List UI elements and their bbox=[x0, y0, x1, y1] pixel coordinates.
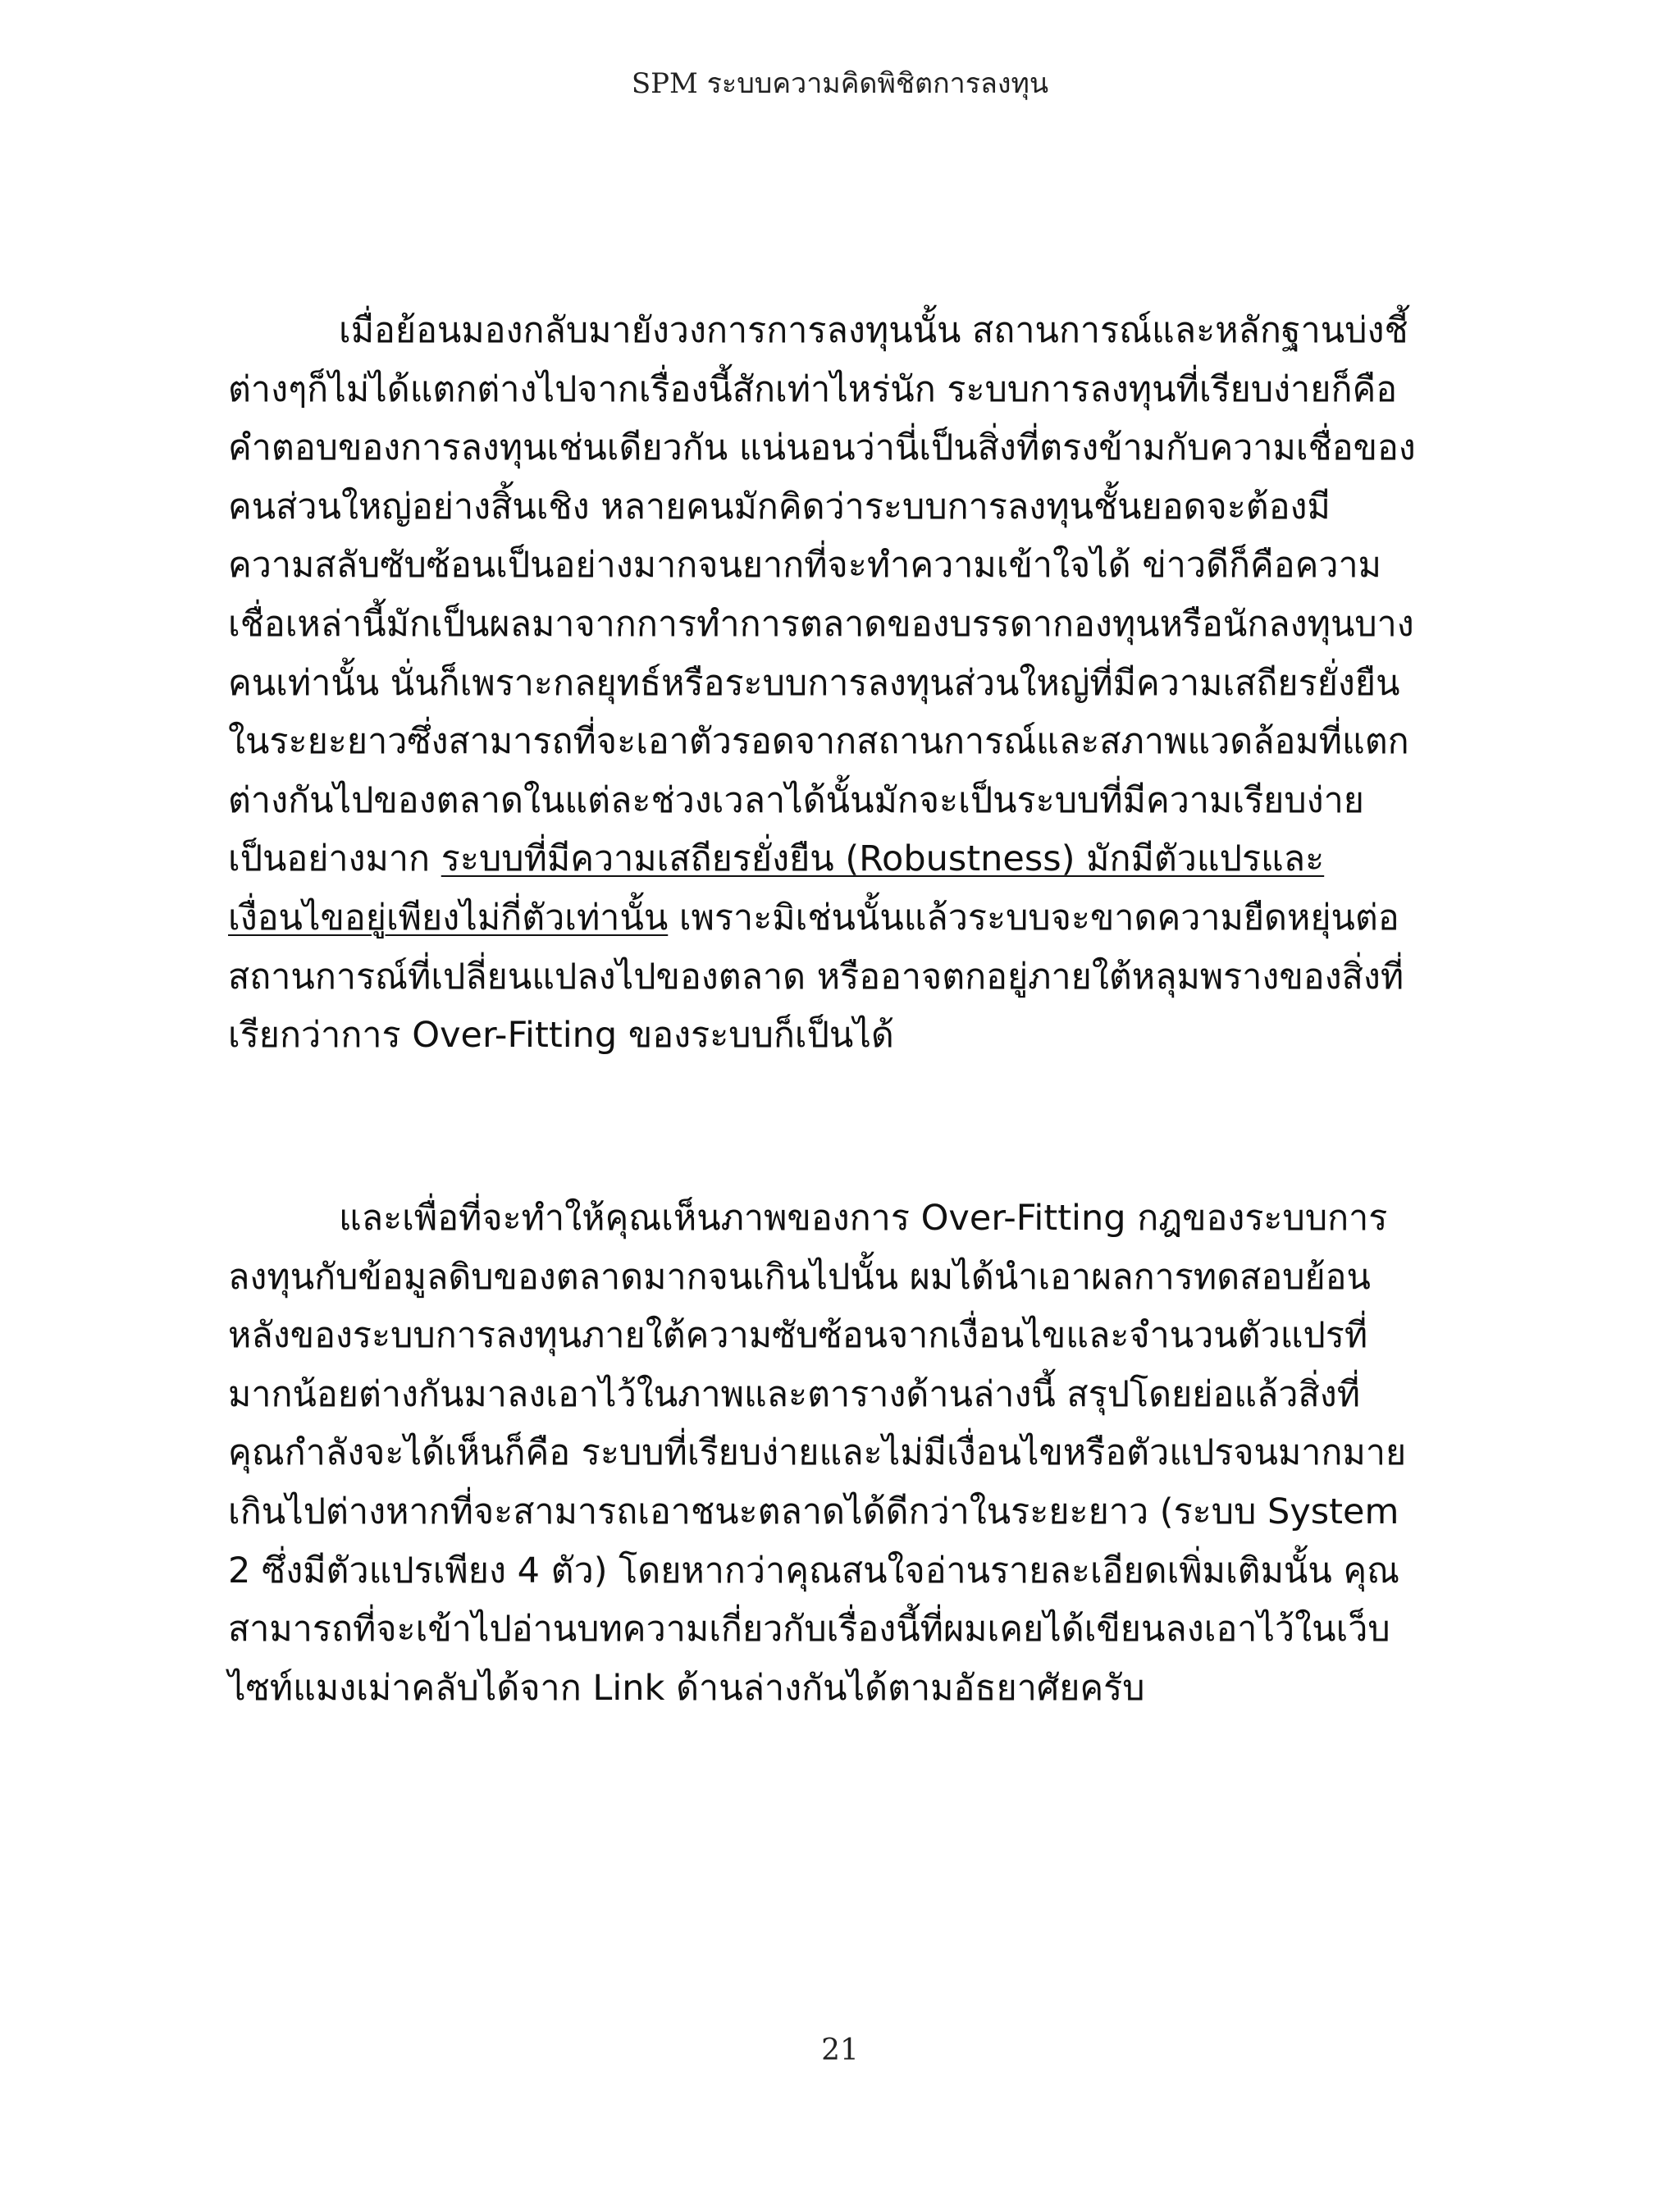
paragraph-line-text: เมื่อย้อนมองกลับมายังวงการการลงทุนนั้น สถานการณ์และหลักฐานบ่งชี้ bbox=[339, 310, 1408, 351]
underlined-key-point: ระบบที่มีความเสถียรยั่งยืน (Robustness) มักมีตัวแปรและ bbox=[441, 838, 1325, 880]
paragraph-line: ต่างๆก็ไม่ได้แตกต่างไปจากเรื่องนี้สักเท่าไหร่นัก ระบบการลงทุนที่เรียบง่ายก็คือ bbox=[228, 368, 1398, 410]
paragraph-line: สามารถที่จะเข้าไปอ่านบทความเกี่ยวกับเรื่องนี้ที่ผมเคยได้เขียนลงเอาไว้ในเว็บ bbox=[228, 1609, 1390, 1651]
running-header: SPM ระบบความคิดพิชิตการลงทุน bbox=[631, 67, 1049, 100]
paragraph-line: เชื่อเหล่านี้มักเป็นผลมาจากการทำการตลาดของบรรดากองทุนหรือนักลงทุนบาง bbox=[228, 603, 1414, 645]
paragraph-line: 2 ซึ่งมีตัวแปรเพียง 4 ตัว) โดยหากว่าคุณสนใจอ่านรายละเอียดเพิ่มเติมนั้น คุณ bbox=[228, 1550, 1400, 1591]
paragraph-line: ไซท์แมงเม่าคลับได้จาก Link ด้านล่างกันได้ตามอัธยาศัยครับ bbox=[228, 1667, 1145, 1709]
paragraph-line bbox=[228, 830, 1459, 889]
paragraph-line: ความสลับซับซ้อนเป็นอย่างมากจนยากที่จะทำความเข้าใจได้ ข่าวดีก็คือความ bbox=[228, 545, 1382, 587]
paragraph-line: เกินไปต่างหากที่จะสามารถเอาชนะตลาดได้ดีกว่าในระยะยาว (ระบบ System bbox=[228, 1491, 1399, 1532]
paragraph-line: ในระยะยาวซึ่งสามารถที่จะเอาตัวรอดจากสถานการณ์และสภาพแวดล้อมที่แตก bbox=[228, 721, 1409, 763]
paragraph-line-text: และเพื่อที่จะทำให้คุณเห็นภาพของการ Over-Fitting กฎของระบบการ bbox=[339, 1198, 1388, 1239]
paragraph-line bbox=[228, 1189, 1459, 1249]
paragraph-line bbox=[228, 889, 1459, 948]
paragraph-line: คนส่วนใหญ่อย่างสิ้นเชิง หลายคนมักคิดว่าระบบการลงทุนชั้นยอดจะต้องมี bbox=[228, 486, 1331, 527]
paragraph-1 bbox=[228, 302, 1459, 1066]
paragraph-2 bbox=[228, 1189, 1459, 1718]
paragraph-line: คนเท่านั้น นั่นก็เพราะกลยุทธ์หรือระบบการลงทุนส่วนใหญ่ที่มีความเสถียรยั่งยืน bbox=[228, 662, 1400, 704]
paragraph-line: ต่างกันไปของตลาดในแต่ละช่วงเวลาได้นั้นมักจะเป็นระบบที่มีความเรียบง่าย bbox=[228, 779, 1365, 821]
paragraph-line: มากน้อยต่างกันมาลงเอาไว้ในภาพและตารางด้านล่างนี้ สรุปโดยย่อแล้วสิ่งที่ bbox=[228, 1373, 1361, 1415]
paragraph-line: คำตอบของการลงทุนเช่นเดียวกัน แน่นอนว่านี่เป็นสิ่งที่ตรงข้ามกับความเชื่อของ bbox=[228, 427, 1416, 469]
paragraph-line: คุณกำลังจะได้เห็นก็คือ ระบบที่เรียบง่ายและไม่มีเงื่อนไขหรือตัวแปรจนมากมาย bbox=[228, 1432, 1407, 1474]
underlined-key-point: เงื่อนไขอยู่เพียงไม่กี่ตัวเท่านั้น bbox=[228, 897, 669, 938]
paragraph-line: สถานการณ์ที่เปลี่ยนแปลงไปของตลาด หรืออาจตกอยู่ภายใต้หลุมพรางของสิ่งที่ bbox=[228, 956, 1404, 998]
paragraph-line: เรียกว่าการ Over-Fitting ของระบบก็เป็นได้ bbox=[228, 1015, 894, 1057]
page-number: 21 bbox=[821, 2034, 859, 2067]
paragraph-line-text: เพราะมิเช่นนั้นแล้วระบบจะขาดความยืดหยุ่นต่อ bbox=[668, 897, 1399, 938]
paragraph-line bbox=[228, 302, 1459, 361]
paragraph-line: หลังของระบบการลงทุนภายใต้ความซับซ้อนจากเงื่อนไขและจำนวนตัวแปรที่ bbox=[228, 1315, 1368, 1357]
paragraph-line-text: เป็นอย่างมาก bbox=[228, 838, 441, 880]
paragraph-line: ลงทุนกับข้อมูลดิบของตลาดมากจนเกินไปนั้น ผมได้นำเอาผลการทดสอบย้อน bbox=[228, 1256, 1371, 1298]
